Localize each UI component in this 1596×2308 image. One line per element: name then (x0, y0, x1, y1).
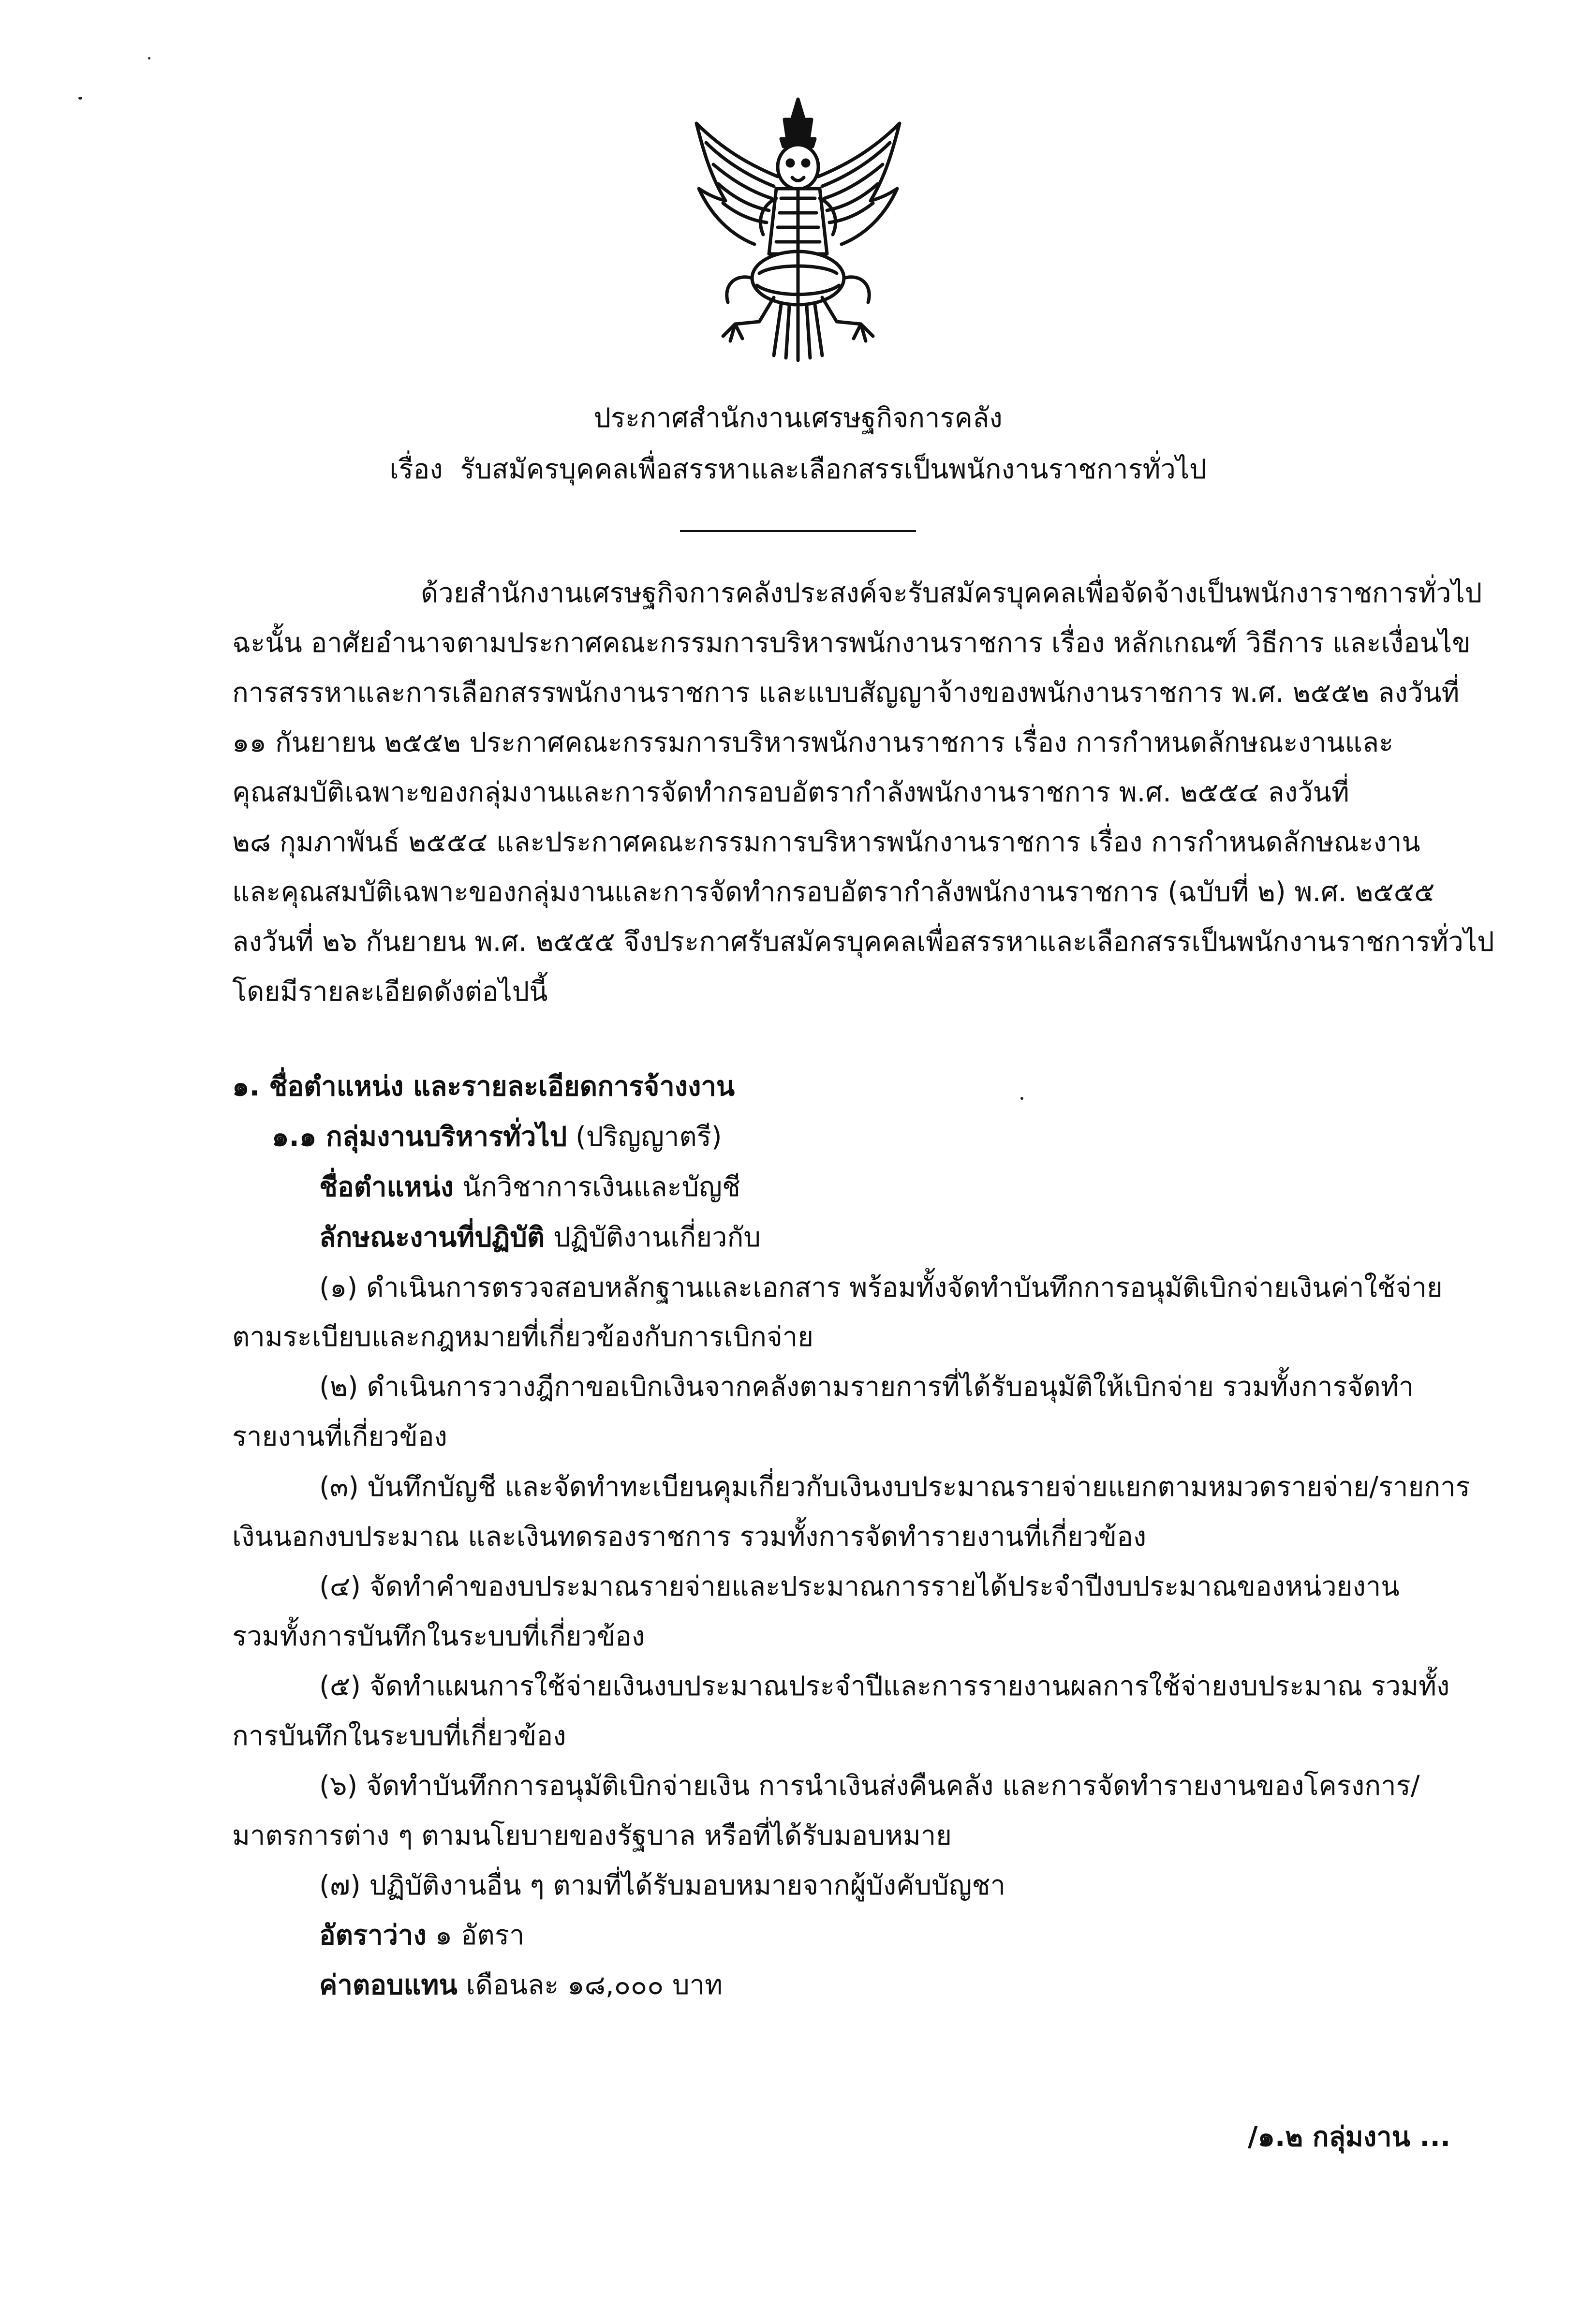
intro-line: ๒๘ กุมภาพันธ์ ๒๕๕๔ และประกาศคณะกรรมการบริหารพนักงานราชการ เรื่อง การกำหนดลักษณะงาน (232, 827, 1420, 858)
duty-line: (๗) ปฏิบัติงานอื่น ๆ ตามที่ได้รับมอบหมายจากผู้บังคับบัญชา (319, 1870, 1005, 1901)
intro-line: และคุณสมบัติเฉพาะของกลุ่มงานและการจัดทำกรอบอัตรากำลังพนักงานราชการ (ฉบับที่ ๒) พ.ศ. ๒๕๕๕ (232, 876, 1435, 908)
vacancy-row (319, 1919, 524, 1953)
duty-line: (๔) จัดทำคำของบประมาณรายจ่ายและประมาณการรายได้ประจำปีงบประมาณของหน่วยงาน (319, 1571, 1400, 1602)
announcement-title: ประกาศสำนักงานเศรษฐกิจการคลัง (593, 402, 1003, 434)
scan-speck (148, 57, 150, 59)
intro-line: คุณสมบัติเฉพาะของกลุ่มงานและการจัดทำกรอบอัตรากำลังพนักงานราชการ พ.ศ. ๒๕๕๔ ลงวันที่ (232, 777, 1349, 808)
duties-row (319, 1221, 761, 1255)
duty-line: การบันทึกในระบบที่เกี่ยวข้อง (232, 1720, 566, 1752)
scan-speck (78, 97, 82, 100)
duty-line: (๕) จัดทำแผนการใช้จ่ายเงินงบประมาณประจำปีและการรายงานผลการใช้จ่ายงบประมาณ รวมทั้ง (319, 1671, 1450, 1702)
duties-label: ลักษณะงานที่ปฏิบัติ (319, 1222, 545, 1253)
page-continuation: /๑.๒ กลุ่มงาน ... (1248, 2121, 1451, 2153)
intro-line: การสรรหาและการเลือกสรรพนักงานราชการ และแบบสัญญาจ้างของพนักงานราชการ พ.ศ. ๒๕๕๒ ลงวันที่ (232, 677, 1460, 709)
section-heading: ๑. ชื่อตำแหน่ง และรายละเอียดการจ้างงาน (232, 1071, 735, 1102)
vacancy-value: ๑ อัตรา (435, 1920, 525, 1951)
duties-value: ปฏิบัติงานเกี่ยวกับ (553, 1222, 761, 1253)
duty-line: (๓) บันทึกบัญชี และจัดทำทะเบียนคุมเกี่ยวกับเงินงบประมาณรายจ่ายแยกตามหมวดรายจ่าย/รายการ (319, 1471, 1470, 1503)
duty-line: ตามระเบียบและกฎหมายที่เกี่ยวข้องกับการเบิกจ่าย (232, 1321, 814, 1353)
intro-line: ฉะนั้น อาศัยอำนาจตามประกาศคณะกรรมการบริหารพนักงานราชการ เรื่อง หลักเกณฑ์ วิธีการ และเงื่อนไข (232, 627, 1471, 659)
duty-line: (๖) จัดทำบันทึกการอนุมัติเบิกจ่ายเงิน การนำเงินส่งคืนคลัง และการจัดทำรายงานของโครงการ/ (319, 1770, 1420, 1802)
intro-line: ลงวันที่ ๒๖ กันยายน พ.ศ. ๒๕๕๕ จึงประกาศรับสมัครบุคคลเพื่อสรรหาและเลือกสรรเป็นพนักงานราชการทั่วไป (232, 926, 1494, 958)
intro-line: ๑๑ กันยายน ๒๕๕๒ ประกาศคณะกรรมการบริหารพนักงานราชการ เรื่อง การกำหนดลักษณะงานและ (232, 727, 1394, 758)
duty-line: (๑) ดำเนินการตรวจสอบหลักฐานและเอกสาร พร้อมทั้งจัดทำบันทึกการอนุมัติเบิกจ่ายเงินค่าใช้จ่าย (319, 1272, 1443, 1303)
pay-value: เดือนละ ๑๘,๐๐๐ บาท (466, 1969, 723, 2001)
intro-line: ด้วยสำนักงานเศรษฐกิจการคลังประสงค์จะรับสมัครบุคคลเพื่อจัดจ้างเป็นพนักงาราชการทั่วไป (421, 577, 1482, 609)
pay-row (319, 1968, 723, 2002)
subject-label: เรื่อง (389, 454, 443, 485)
group-note: (ปริญญาตรี) (576, 1121, 722, 1153)
position-label: ชื่อตำแหน่ง (319, 1171, 454, 1203)
duty-line: เงินนอกงบประมาณ และเงินทดรองราชการ รวมทั้งการจัดทำรายงานที่เกี่ยวข้อง (232, 1521, 1147, 1553)
duty-line: มาตรการต่าง ๆ ตามนโยบายของรัฐบาล หรือที่ได้รับมอบหมาย (232, 1820, 952, 1851)
duty-line: (๒) ดำเนินการวางฎีกาขอเบิกเงินจากคลังตามรายการที่ได้รับอนุมัติให้เบิกจ่าย รวมทั้งการจัดทำ (319, 1371, 1414, 1403)
position-value: นักวิชาการเงินและบัญชี (462, 1171, 740, 1203)
group-title: ๑.๑ กลุ่มงานบริหารทั่วไป (272, 1121, 567, 1153)
garuda-emblem-icon (677, 94, 919, 365)
subject-text: รับสมัครบุคคลเพื่อสรรหาและเลือกสรรเป็นพนักงานราชการทั่วไป (460, 454, 1207, 485)
vacancy-label: อัตราว่าง (319, 1920, 427, 1951)
pay-label: ค่าตอบแทน (319, 1969, 458, 2001)
intro-line: โดยมีรายละเอียดดังต่อไปนี้ (232, 976, 548, 1007)
position-row (319, 1170, 740, 1204)
title-divider (680, 530, 916, 532)
duty-line: รายงานที่เกี่ยวข้อง (232, 1421, 447, 1452)
scan-speck (1020, 1097, 1023, 1100)
announcement-subject (0, 453, 1596, 487)
duty-line: รวมทั้งการบันทึกในระบบที่เกี่ยวข้อง (232, 1621, 645, 1652)
group-heading (272, 1120, 722, 1154)
